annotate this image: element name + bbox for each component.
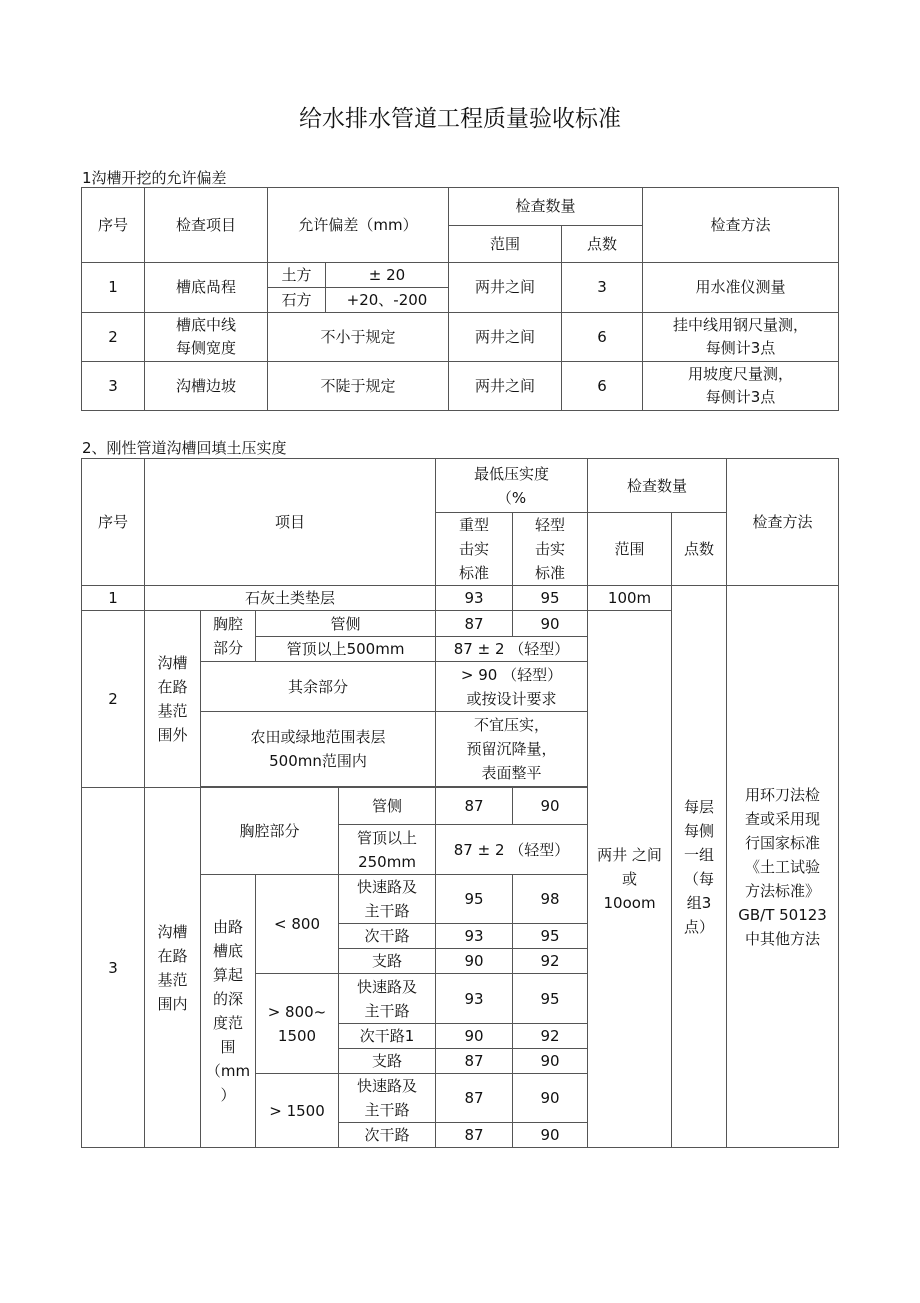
band3-road1-heavy: 87 bbox=[436, 1074, 513, 1123]
band1-road3-heavy: 90 bbox=[436, 949, 513, 974]
header-item: 检查项目 bbox=[145, 188, 268, 263]
band1-road1: 快速路及 主干路 bbox=[339, 875, 436, 924]
row3-no: 3 bbox=[82, 362, 145, 411]
r3-side-light: 90 bbox=[513, 788, 588, 825]
row3-points: 6 bbox=[562, 362, 643, 411]
row1-no: 1 bbox=[82, 263, 145, 313]
band2-road1-light: 95 bbox=[513, 974, 588, 1024]
page-title: 给水排水管道工程质量验收标准 bbox=[299, 106, 621, 132]
band1-road2-light: 95 bbox=[513, 924, 588, 949]
h2-heavy: 重型 击实 标准 bbox=[436, 513, 513, 586]
row1-sub2-value: +20、-200 bbox=[326, 288, 449, 313]
band2-road2-light: 92 bbox=[513, 1024, 588, 1049]
r2-rest: 其余部分 bbox=[201, 662, 436, 712]
r3-side-heavy: 87 bbox=[436, 788, 513, 825]
r3-top-val: 87 ± 2 （轻型） bbox=[436, 825, 588, 875]
r2-rest-val: > 90 （轻型） 或按设计要求 bbox=[436, 662, 588, 712]
header-method: 检查方法 bbox=[643, 188, 839, 263]
r2-no: 2 bbox=[82, 611, 145, 788]
band1-road3: 支路 bbox=[339, 949, 436, 974]
band1-road1-heavy: 95 bbox=[436, 875, 513, 924]
r2-chest: 胸腔 部分 bbox=[201, 611, 256, 662]
row1-method: 用水准仪测量 bbox=[643, 263, 839, 313]
r2-top: 管顶以上500mm bbox=[256, 637, 436, 662]
band2-road2: 次干路1 bbox=[339, 1024, 436, 1049]
r1-light: 95 bbox=[513, 586, 588, 611]
row1-sub2-kind: 石方 bbox=[268, 288, 326, 313]
header-tolerance: 允许偏差（mm） bbox=[268, 188, 449, 263]
r2-side: 管侧 bbox=[256, 611, 436, 637]
header-qty: 检查数量 bbox=[449, 188, 643, 226]
h2-no: 序号 bbox=[82, 459, 145, 586]
band3-road2: 次干路 bbox=[339, 1123, 436, 1148]
band2-road1-heavy: 93 bbox=[436, 974, 513, 1024]
r2-side-heavy: 87 bbox=[436, 611, 513, 637]
section1-heading: 1沟槽开挖的允许偏差 bbox=[82, 169, 227, 187]
r3-no: 3 bbox=[82, 788, 145, 1148]
h2-points: 点数 bbox=[672, 513, 727, 586]
r1-item: 石灰土类垫层 bbox=[145, 586, 436, 611]
band2-road3-heavy: 87 bbox=[436, 1049, 513, 1074]
h2-method: 检查方法 bbox=[727, 459, 839, 586]
r3-side: 管侧 bbox=[339, 788, 436, 825]
band3-road1: 快速路及 主干路 bbox=[339, 1074, 436, 1123]
row1-item: 槽底咼程 bbox=[145, 263, 268, 313]
r1-heavy: 93 bbox=[436, 586, 513, 611]
band1-road2: 次干路 bbox=[339, 924, 436, 949]
band2-road3: 支路 bbox=[339, 1049, 436, 1074]
h2-item: 项目 bbox=[145, 459, 436, 586]
band1-road1-light: 98 bbox=[513, 875, 588, 924]
band1-label: < 800 bbox=[256, 875, 339, 974]
band3-road2-heavy: 87 bbox=[436, 1123, 513, 1148]
r2-side-light: 90 bbox=[513, 611, 588, 637]
row2-points: 6 bbox=[562, 313, 643, 362]
row3-tolerance: 不陡于规定 bbox=[268, 362, 449, 411]
row2-tolerance: 不小于规定 bbox=[268, 313, 449, 362]
method-merged: 用环刀法检 查或采用现 行国家标准 《土工试验 方法标准》 GB/T 50123 中其他方法 bbox=[727, 586, 839, 1148]
h2-min: 最低压实度 （% bbox=[436, 459, 588, 513]
band3-label: > 1500 bbox=[256, 1074, 339, 1148]
band3-road1-light: 90 bbox=[513, 1074, 588, 1123]
r1-range: 100m bbox=[588, 586, 672, 611]
r3-group: 沟槽 在路 基范 围内 bbox=[145, 788, 201, 1148]
row2-method: 挂中线用钢尺量测， 每侧计3点 bbox=[643, 313, 839, 362]
band2-road1: 快速路及 主干路 bbox=[339, 974, 436, 1024]
range-merged: 两井 之间 或 10oom bbox=[588, 611, 672, 1148]
h2-light: 轻型 击实 标准 bbox=[513, 513, 588, 586]
row1-sub1-kind: 土方 bbox=[268, 263, 326, 288]
r1-no: 1 bbox=[82, 586, 145, 611]
r3-depth: 由路 槽底 算起 的深 度范 围 （mm ） bbox=[201, 875, 256, 1148]
r3-chest: 胸腔部分 bbox=[201, 788, 339, 875]
row2-no: 2 bbox=[82, 313, 145, 362]
r3-top: 管顶以上 250mm bbox=[339, 825, 436, 875]
row1-points: 3 bbox=[562, 263, 643, 313]
row2-item: 槽底中线 每侧宽度 bbox=[145, 313, 268, 362]
r2-group: 沟槽 在路 基范 围外 bbox=[145, 611, 201, 788]
trench-tolerance-table bbox=[81, 187, 839, 411]
header-range: 范围 bbox=[449, 226, 562, 263]
row3-method: 用坡度尺量测， 每侧计3点 bbox=[643, 362, 839, 411]
points-merged: 每层 每侧 一组 （每 组3 点） bbox=[672, 586, 727, 1148]
band2-label: > 800~ 1500 bbox=[256, 974, 339, 1074]
h2-range: 范围 bbox=[588, 513, 672, 586]
band1-road3-light: 92 bbox=[513, 949, 588, 974]
r2-top-val: 87 ± 2 （轻型） bbox=[436, 637, 588, 662]
row1-sub1-value: ± 20 bbox=[326, 263, 449, 288]
row3-range: 两井之间 bbox=[449, 362, 562, 411]
backfill-compaction-table bbox=[81, 458, 839, 1148]
r2-farm-val: 不宜压实， 预留沉降量， 表面整平 bbox=[436, 712, 588, 787]
row1-range: 两井之间 bbox=[449, 263, 562, 313]
r2-farm: 农田或绿地范围表层 500mn范围内 bbox=[201, 712, 436, 787]
header-points: 点数 bbox=[562, 226, 643, 263]
band3-road2-light: 90 bbox=[513, 1123, 588, 1148]
header-no: 序号 bbox=[82, 188, 145, 263]
section2-heading: 2、刚性管道沟槽回填土压实度 bbox=[82, 439, 287, 457]
band2-road2-heavy: 90 bbox=[436, 1024, 513, 1049]
band1-road2-heavy: 93 bbox=[436, 924, 513, 949]
h2-qty: 检查数量 bbox=[588, 459, 727, 513]
row2-range: 两井之间 bbox=[449, 313, 562, 362]
row3-item: 沟槽边坡 bbox=[145, 362, 268, 411]
band2-road3-light: 90 bbox=[513, 1049, 588, 1074]
